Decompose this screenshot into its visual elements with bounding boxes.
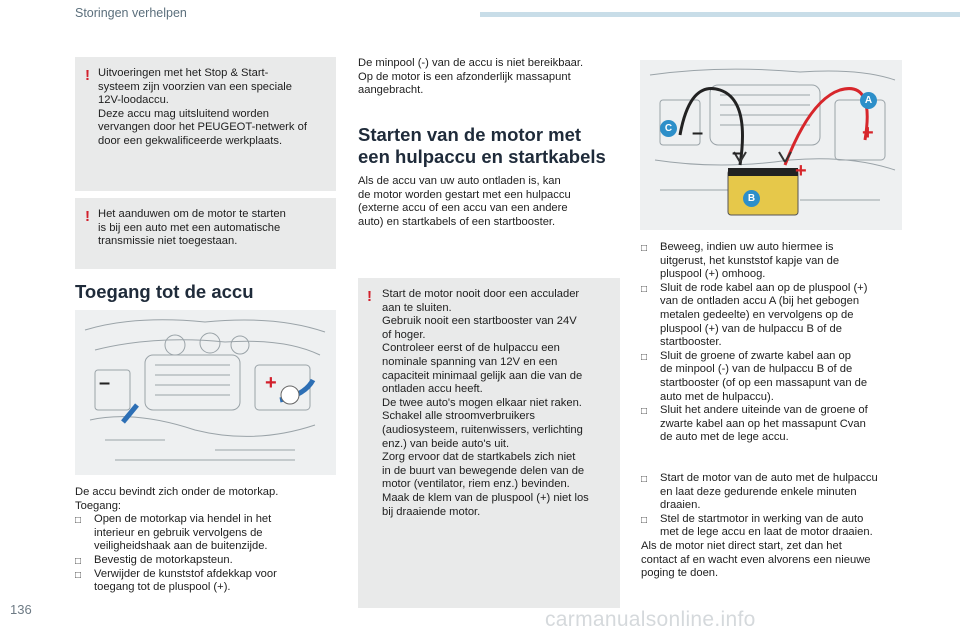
- list-line: Bevestig de motorkapsteun.: [94, 553, 233, 566]
- note-text: [98, 208, 334, 249]
- list-line: draaien.: [660, 499, 701, 512]
- jump-start-drawing: [640, 60, 902, 230]
- list-line: Verwijder de kunststof afdekkap voor: [94, 567, 277, 580]
- note-text: [98, 67, 334, 149]
- list-line: Sluit het andere uiteinde van de groene of: [660, 404, 868, 417]
- list-line: Sluit de rode kabel aan op de pluspool (+): [660, 281, 868, 294]
- warning-line: enz.) van beide auto's uit.: [382, 437, 510, 450]
- list-line: toegang tot de pluspool (+).: [94, 581, 231, 594]
- heading-line: een hulpaccu en startkabels: [358, 146, 606, 167]
- callout-c: C: [660, 120, 677, 137]
- callout-a: A: [860, 92, 877, 109]
- heading-jump-start: [358, 124, 620, 168]
- header-divider: [480, 12, 960, 17]
- booster-battery-icon: [728, 170, 798, 215]
- paragraph-line: Toegang:: [75, 499, 122, 512]
- checkbox-bullet-icon: □: [641, 514, 648, 526]
- checkbox-bullet-icon: □: [641, 243, 648, 254]
- warning-box: [358, 278, 620, 608]
- paragraph-line: Als de motor niet direct start, zet dan het: [641, 539, 842, 552]
- access-text: [75, 486, 336, 595]
- warning-line: Gebruik nooit een startbooster van 24V: [382, 315, 577, 328]
- paragraph-line: Op de motor is een afzonderlijk massapunt: [358, 70, 571, 83]
- warning-line: in de buurt van bewegende delen van de: [382, 464, 585, 477]
- list-item: [75, 554, 336, 568]
- checkbox-bullet-icon: □: [75, 569, 82, 581]
- warning-line: De twee auto's mogen elkaar niet raken.: [382, 396, 582, 409]
- note-line: Deze accu mag uitsluitend worden: [98, 107, 270, 120]
- checkbox-bullet-icon: □: [641, 283, 648, 295]
- note-line: Uitvoeringen met het Stop & Start-: [98, 67, 269, 79]
- list-line: uitgerust, het kunststof kapje van de: [660, 254, 840, 267]
- page-number: 136: [10, 602, 32, 617]
- heading-access-battery: Toegang tot de accu: [75, 281, 254, 302]
- list-line: startbooster (of op een massapunt van de: [660, 376, 868, 389]
- exclamation-icon: !: [367, 288, 372, 305]
- checkbox-bullet-icon: □: [75, 555, 82, 567]
- plus-sign: +: [862, 122, 874, 144]
- plus-sign: +: [795, 160, 807, 182]
- access-steps: [75, 513, 336, 595]
- note-line: 12V-loodaccu.: [98, 94, 169, 107]
- jump-start-steps: [641, 241, 903, 445]
- list-line: interieur en gebruik vervolgens de: [94, 526, 263, 539]
- list-line: zwarte kabel aan op het massapunt Cvan: [660, 417, 866, 430]
- list-item: [641, 472, 903, 513]
- list-line: pluspool (+) omhoog.: [660, 268, 766, 281]
- list-line: Sluit de groene of zwarte kabel aan op: [660, 349, 851, 362]
- note-line: vervangen door het PEUGEOT-netwerk of: [98, 121, 307, 134]
- warning-line: Start de motor nooit door een acculader: [382, 288, 580, 300]
- section-title: Storingen verhelpen: [75, 6, 187, 20]
- list-line: en laat deze gedurende enkele minuten: [660, 485, 857, 498]
- paragraph-line: De minpool (-) van de accu is niet bereikbaar.: [358, 57, 584, 69]
- engine-drawing: [75, 310, 336, 475]
- paragraph-line: de motor worden gestart met een hulpaccu: [358, 188, 571, 201]
- note-line: transmissie niet toegestaan.: [98, 235, 238, 248]
- warning-text: [382, 288, 618, 519]
- note-line: door een gekwalificeerde werkplaats.: [98, 134, 283, 147]
- paragraph-line: contact af en wacht even alvorens een nieuwe: [641, 553, 871, 566]
- paragraph-line: aangebracht.: [358, 84, 424, 97]
- list-line: met de lege accu en laat de motor draaien.: [660, 526, 873, 539]
- note-line: Het aanduwen om de motor te starten: [98, 208, 286, 220]
- steps-list: [641, 241, 903, 445]
- paragraph-line: auto) en startkabels of een startbooster.: [358, 215, 556, 228]
- final-steps: [641, 472, 903, 581]
- warning-line: (audiosysteem, ruitenwissers, verlichting: [382, 423, 583, 436]
- warning-line: Maak de klem van de pluspool (+) niet los: [382, 491, 589, 504]
- minus-sign: –: [692, 122, 704, 144]
- checkbox-bullet-icon: □: [641, 406, 648, 418]
- list-line: de minpool (-) van de hulpaccu B of de: [660, 363, 853, 376]
- list-line: de auto met de lege accu.: [660, 431, 789, 444]
- list-item: [75, 513, 336, 554]
- paragraph-line: poging te doen.: [641, 567, 719, 580]
- list-line: Start de motor van de auto met de hulpaccu: [660, 472, 878, 484]
- list-item: [641, 241, 903, 282]
- engine-bay-illustration: [75, 310, 336, 475]
- warning-line: nominale spanning van 12V en een: [382, 355, 558, 368]
- battery-cover-icon: [281, 386, 299, 404]
- watermark: carmanualsonline.info: [545, 608, 756, 631]
- paragraph-line: (externe accu of een accu van een andere: [358, 202, 568, 215]
- list-item: [75, 568, 336, 595]
- warning-line: capaciteit minimaal gelijk aan die van de: [382, 369, 583, 382]
- checkbox-bullet-icon: □: [641, 474, 648, 485]
- note-box-automatic: [75, 198, 336, 269]
- minus-sign: –: [99, 372, 111, 394]
- callout-b: B: [743, 190, 760, 207]
- list-item: [641, 282, 903, 350]
- jump-start-text: [358, 175, 620, 229]
- warning-line: ontladen accu heeft.: [382, 383, 483, 396]
- exclamation-icon: !: [85, 208, 90, 225]
- heading-line: Starten van de motor met: [358, 124, 582, 145]
- list-line: startbooster.: [660, 336, 722, 349]
- list-line: Open de motorkap via hendel in het: [94, 513, 272, 526]
- list-line: auto met de hulpaccu).: [660, 390, 774, 403]
- battery-top: [728, 168, 798, 176]
- warning-line: Controleer eerst of de hulpaccu een: [382, 342, 560, 355]
- warning-line: of hoger.: [382, 328, 426, 341]
- plus-sign: +: [265, 372, 277, 394]
- list-line: veiligheidshaak aan de buitenzijde.: [94, 540, 268, 553]
- list-line: Beweeg, indien uw auto hiermee is: [660, 241, 834, 253]
- list-item: [641, 513, 903, 540]
- list-item: [641, 350, 903, 404]
- warning-line: motor (ventilator, riem enz.) bevinden.: [382, 478, 570, 491]
- note-line: is bij een auto met een automatische: [98, 221, 281, 234]
- warning-line: aan te sluiten.: [382, 301, 452, 314]
- jump-start-illustration: [640, 60, 902, 230]
- final-steps-list: [641, 472, 903, 540]
- list-line: pluspool (+) van de hulpaccu B of de: [660, 322, 842, 335]
- minus-sign: –: [732, 142, 744, 164]
- note-line: systeem zijn voorzien van een speciale: [98, 80, 293, 93]
- note-box-stop-start: [75, 57, 336, 191]
- checkbox-bullet-icon: □: [75, 515, 82, 527]
- warning-line: Schakel alle stroomverbruikers: [382, 410, 535, 423]
- list-line: Stel de startmotor in werking van de auto: [660, 512, 864, 525]
- intro-text: [358, 57, 620, 98]
- warning-line: bij draaiende motor.: [382, 505, 481, 518]
- list-item: [641, 404, 903, 445]
- exclamation-icon: !: [85, 67, 90, 84]
- warning-line: Zorg ervoor dat de startkabels zich niet: [382, 451, 576, 464]
- paragraph-line: De accu bevindt zich onder de motorkap.: [75, 486, 279, 498]
- paragraph-line: Als de accu van uw auto ontladen is, kan: [358, 175, 561, 187]
- list-line: metalen gedeelte) en vervolgens op de: [660, 308, 854, 321]
- list-line: van de ontladen accu A (bij het gebogen: [660, 295, 860, 308]
- checkbox-bullet-icon: □: [641, 351, 648, 363]
